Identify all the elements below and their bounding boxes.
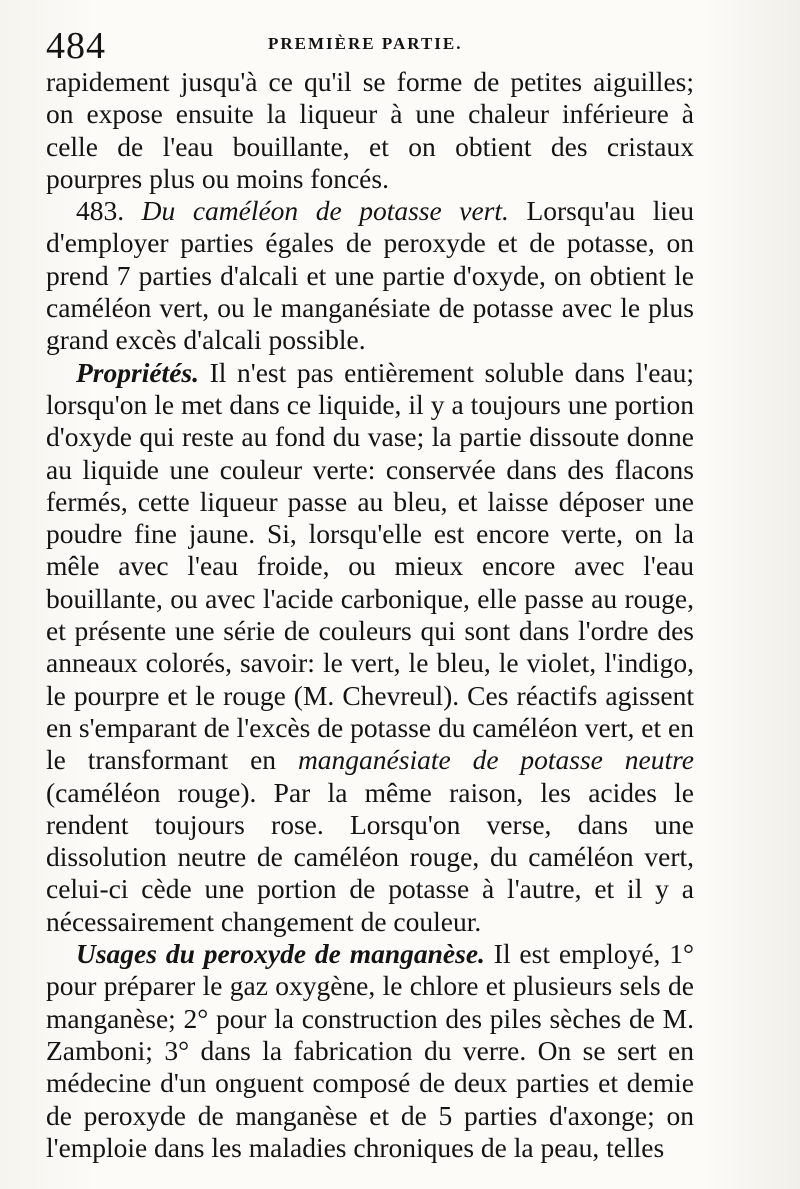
body-text [46,66,694,1164]
page-number: 484 [46,25,106,67]
paragraph-text: Il est employé, 1° pour préparer le gaz oxygène, le chlore et plusieurs sels de manganèse; 2° pour la construction des piles sèches de M. Zamboni; 3° dans la fabrication du verre. On se sert en médecine d'un onguent composé de deux parties et demie de peroxyde de manganèse et de 5 parties d'axonge; on l'emploie dans les maladies chroniques de la peau, telles [46,938,694,1163]
paragraph-text: rapidement jusqu'à ce qu'il se forme de petites aiguilles; on expose ensuite la liqueur à une chaleur inférieure à celle de l'eau bouillante, et on obtient des cristaux pourpres plus ou moins foncés. [46,66,694,194]
paragraph-usages [46,938,694,1164]
paragraph-text: Il n'est pas entièrement soluble dans l'eau; lorsqu'on le met dans ce liquide, il y a toujours une portion d'oxyde qui reste au fond du vase; la partie dissoute donne au liquide une couleur verte: conservée dans des flacons fermés, cette liqueur passe au bleu, et laisse déposer une poudre fine jaune. Si, lorsqu'elle est encore verte, on la mêle avec l'eau froide, ou mieux encore avec l'eau bouillante, ou avec l'acide carbonique, elle passe au rouge, et présente une série de couleurs qui sont dans l'ordre des anneaux colorés, savoir: le vert, le bleu, le violet, l'indigo, le pourpre et le rouge (M. Chevreul). Ces réactifs agissent en s'emparant de l'excès de potasse du caméléon vert, et en le transformant en [46,356,694,776]
italic-term: manganésiate de potasse neutre [297,744,694,776]
paragraph-text: (caméléon rouge). Par la même raison, les acides le rendent toujours rose. Lorsqu'on verse, dans une dissolution neutre de caméléon rouge, du caméléon vert, celui-ci cède une portion de potasse à l'autre, et il y a nécessairement changement de couleur. [46,776,694,937]
running-title: PREMIÈRE PARTIE. [268,34,463,53]
section-number: 483. [76,195,125,227]
section-heading: Propriétés. [76,356,199,388]
paragraph-483 [46,195,694,356]
paragraph-continuation [46,66,694,195]
section-heading: Du caméléon de potasse vert. [141,195,509,227]
section-heading: Usages du peroxyde de manganèse. [76,938,485,970]
paragraph-text: Lorsqu'au lieu d'employer parties égales de peroxyde et de potasse, on prend 7 parties d'alcali et une partie d'oxyde, on obtient le caméléon vert, ou le manganésiate de potasse avec le plus grand excès d'alcali possible. [46,195,695,356]
page-header [46,22,740,66]
paragraph-proprietes [46,357,694,938]
